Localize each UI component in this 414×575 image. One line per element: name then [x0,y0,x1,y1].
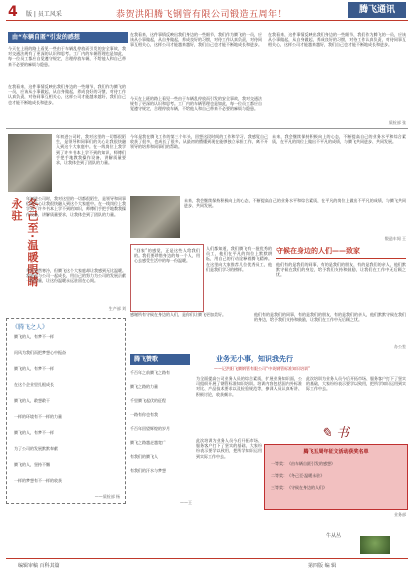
article1-p4: 在我看来，这件事情反映出我们身边的一些细节，我们作为腾飞的一员，应该从小事做起，从自身做起，养成良好的习惯，对待工作认真负责，对待同事互相关心，这样公司才能越来越好，我们自己也才能不断地成长和进步。 [268,32,406,48]
footer-editor: 编辑审稿 百科其篇 [18,563,60,569]
poem-line: 腾飞的人，坚持不懈 [14,462,50,467]
article3-p1: 今年是我在腾飞工作的第三个年头，回想这段时间的工作和学习，我感觉自己收获了很多，也成长了很多。从最初的懵懂到现在能够独立承担工作，离不开领导的培养和同事们的帮助。 [130,134,268,150]
anthem-line: 千百年之前腾飞之路有 [130,370,170,375]
page-section: 版 | 员工风采 [26,11,62,18]
calligraphy-mark: ✎ 书 [320,426,350,441]
article3-p2: 未来，我会继续保持积极向上的心态，不断提高自己的业务水平和综合素质，在平凡的岗位上做出不平凡的成绩，与腾飞共同进步、共同发展。 [184,198,406,209]
article5-p2: 此次培训为业务人员今后开拓市场、服务客户打下了坚实的基础，大家纷纷表示要学以致用，把所学知识运用到实际工作中去。 [196,438,262,459]
anthem-line: 千百年回望辉煌的岁月 [130,426,170,431]
article5-p1: 为全面提高公司业务人员的综合素质，扩展业务知识面，公司组织开展了钢管标准知识培训。培训内容包括国内外标准对比、产品技术要求以及检验规范等，参训人员认真听讲、积极讨论，收获颇丰。 [196,376,302,397]
certificate-title: 腾飞五周年征文活动获奖名单 [303,449,369,455]
article4-p3: 感谢所有守候在身边的人们，是你们让腾飞更加美好。 [130,312,226,317]
poem-line: 在这个企业里扎根成长 [14,382,54,387]
header-rule [6,20,408,21]
poem-line: 腾飞的人，敢想敢干 [14,398,50,403]
sidebar-box-text: 人们都知道，我们腾飞有一批优秀的员工，他们在平凡的岗位上默默耕耘，用自己的行动诠释着腾飞精神。在这里向大家推荐几位优秀员工，他们是我们学习的榜样。 [206,246,272,272]
poem-line: 问风为我们而把梦想心中振奋 [14,350,66,355]
article2-byline: 生产部 刘 [108,306,126,311]
article2-vertical-title: 冬己至·温暖眼睛永驻 [10,198,39,288]
article5-p1-b: 此次培训为业务人员今后开拓市场、服务客户打下了坚实的基础，大家纷纷表示要学以致用，把所学知识运用到实际工作中去。 [306,376,406,392]
anthem-line: 腾飞之路越走越宽广 [130,440,166,445]
anthem-line: 有我们的腾飞人 [130,454,158,459]
anthem-line: 有我们的汗水与梦想 [130,468,166,473]
certificate-line: 一等奖：《由车辆自匿引发的感想》 [271,461,335,466]
anthem-title: 腾飞赞歌 [130,354,190,365]
article4-p1-b: 他们有的是我们的同事，有的是我们的朋友，有的是我们的亲人，他们默默守候在我们的身边，给予我们支持和鼓励，让我们在工作中无后顾之忧。 [254,312,406,323]
article5-byline: 业务部 [394,512,406,517]
footer-rule [6,558,408,559]
poem-line: 为了公司的发展默默奉献 [14,446,58,451]
article1-byline: 质检部 张 [388,120,406,125]
article1-title: 由“车辆自匿”引发的感想 [8,32,128,43]
article2-p2: 冬天虽然寒冷，但腾飞这个大家庭却让我感到无比温暖。我愿意与公司一起成长，用自己的努力为公司的发展贡献一份力量，让这份温暖永远驻留在心间。 [26,268,126,284]
article5-subtitle: ——记洪阳飞腾钢管有限公司“中英钢管标准知识培训” [214,366,311,371]
page-number: 4 [8,4,18,20]
poem-title: 《腾飞之人》 [12,324,49,331]
article4-callout-text: “回家”的感觉，正是这些人给我们的。我们要珍惜身边的每一个人，用心去感受生活中的每一份温暖。 [134,248,200,264]
article4-byline: 办公室 [394,344,406,349]
article4-p1: 他们有的是我们的同事，有的是我们的朋友，有的是我们的亲人，他们默默守候在我们的身边，给予我们支持和鼓励，让我们在工作中无后顾之忧。 [276,262,406,278]
article4-callout-box [130,244,204,312]
anthem-line: 腾飞之路的力量 [130,384,158,389]
anthem-byline: ——王 [180,500,192,505]
article1-p1: 今天在上班的路上看见一些由于车辆乱停放而引发的安全事故，我对交通法规有了更深的认识和思考。工厂内的车辆管理也是如此，每一位员工都应自觉遵守规定，合理停放车辆，不给他人和自己带来不必要的麻烦与隐患。 [8,46,126,67]
poem-line: 腾飞的人，有梦不一样 [14,366,54,371]
poem-line: 一样的梦想有不一样的收获 [14,478,62,483]
poem-frame [6,318,126,504]
article3-byline: 锻造车间 王 [384,236,406,241]
poem-byline: ——质检部 杨 [94,494,120,499]
article1-p3: 今天在上班的路上看见一些由于车辆乱停放而引发的安全事故，我对交通法规有了更深的认识和思考。工厂内的车辆管理也是如此，每一位员工都应自觉遵守规定，合理停放车辆，不给他人和自己带来不必要的麻烦与隐患。 [130,96,262,112]
article1-p1-cont: 在我看来，这件事情反映出我们身边的一些细节，我们作为腾飞的一员，应该从小事做起，从自身做起，养成良好的习惯，对待工作认真负责，对待同事互相关心，这样公司才能越来越好，我们自己也才能不断地成长和进步。 [130,32,262,48]
poem-line: 一样的环境有不一样的力量 [14,414,62,419]
article5-title: 业务无小事，知识我先行 [216,355,293,363]
plant-illustration [360,536,390,554]
section-divider [6,128,408,129]
article1-p2: 在我看来，这件事情反映出我们身边的一些细节，我们作为腾飞的一员，应该从小事做起，从自身做起，养成良好的习惯，对待工作认真负责，对待同事互相关心，这样公司才能越来越好，我们自己也才能不断地成长和进步。 [8,84,126,105]
certificate-line: 三等奖：《守候在身边的人们》 [271,485,327,490]
page-header [0,0,414,26]
poem-line: 腾飞的人，有梦不一样 [14,334,54,339]
team-photo [130,196,180,238]
anniversary-greeting: 恭贺洪阳腾飞钢管有限公司锻造五周年！ [116,10,288,20]
article4-title: 守候在身边的人们——致家 [276,246,406,259]
footer-name: 牛从丛 [326,533,342,539]
anthem-line: 千里腾飞起伏的征程 [130,398,166,403]
footer-issue: 第四版 编 辑 [308,563,337,569]
certificate-line: 二等奖：《冬己至·温暖永驻》 [271,473,325,478]
award-certificate [264,444,408,510]
worker-photo [8,134,52,192]
poem-line: 腾飞的人，有梦不一样 [14,430,54,435]
article2-p1-a: 年初进公司时，我对这里的一切都很陌生，是领导和同事们的关心让我很快融入到这个大家庭中。在一线岗位上我学到了许多书本上学不到的知识，师傅们手把手地教我操作设备，讲解质量要求，让我体会到了团队的力量。 [56,134,126,166]
newsletter-brand: 腾飞通讯 [348,2,406,18]
article2-p1-b: 年初进公司时，我对这里的一切都很陌生，是领导和同事们的关心让我很快融入到这个大家庭中。在一线岗位上我学到了许多书本上学不到的知识，师傅们手把手地教我操作设备，讲解质量要求，让我体会到了团队的力量。 [26,196,126,217]
anthem-line: 一路有你也有我 [130,412,158,417]
article3-p1-b: 未来，我会继续保持积极向上的心态，不断提高自己的业务水平和综合素质，在平凡的岗位上做出不平凡的成绩，与腾飞共同进步、共同发展。 [272,134,406,145]
